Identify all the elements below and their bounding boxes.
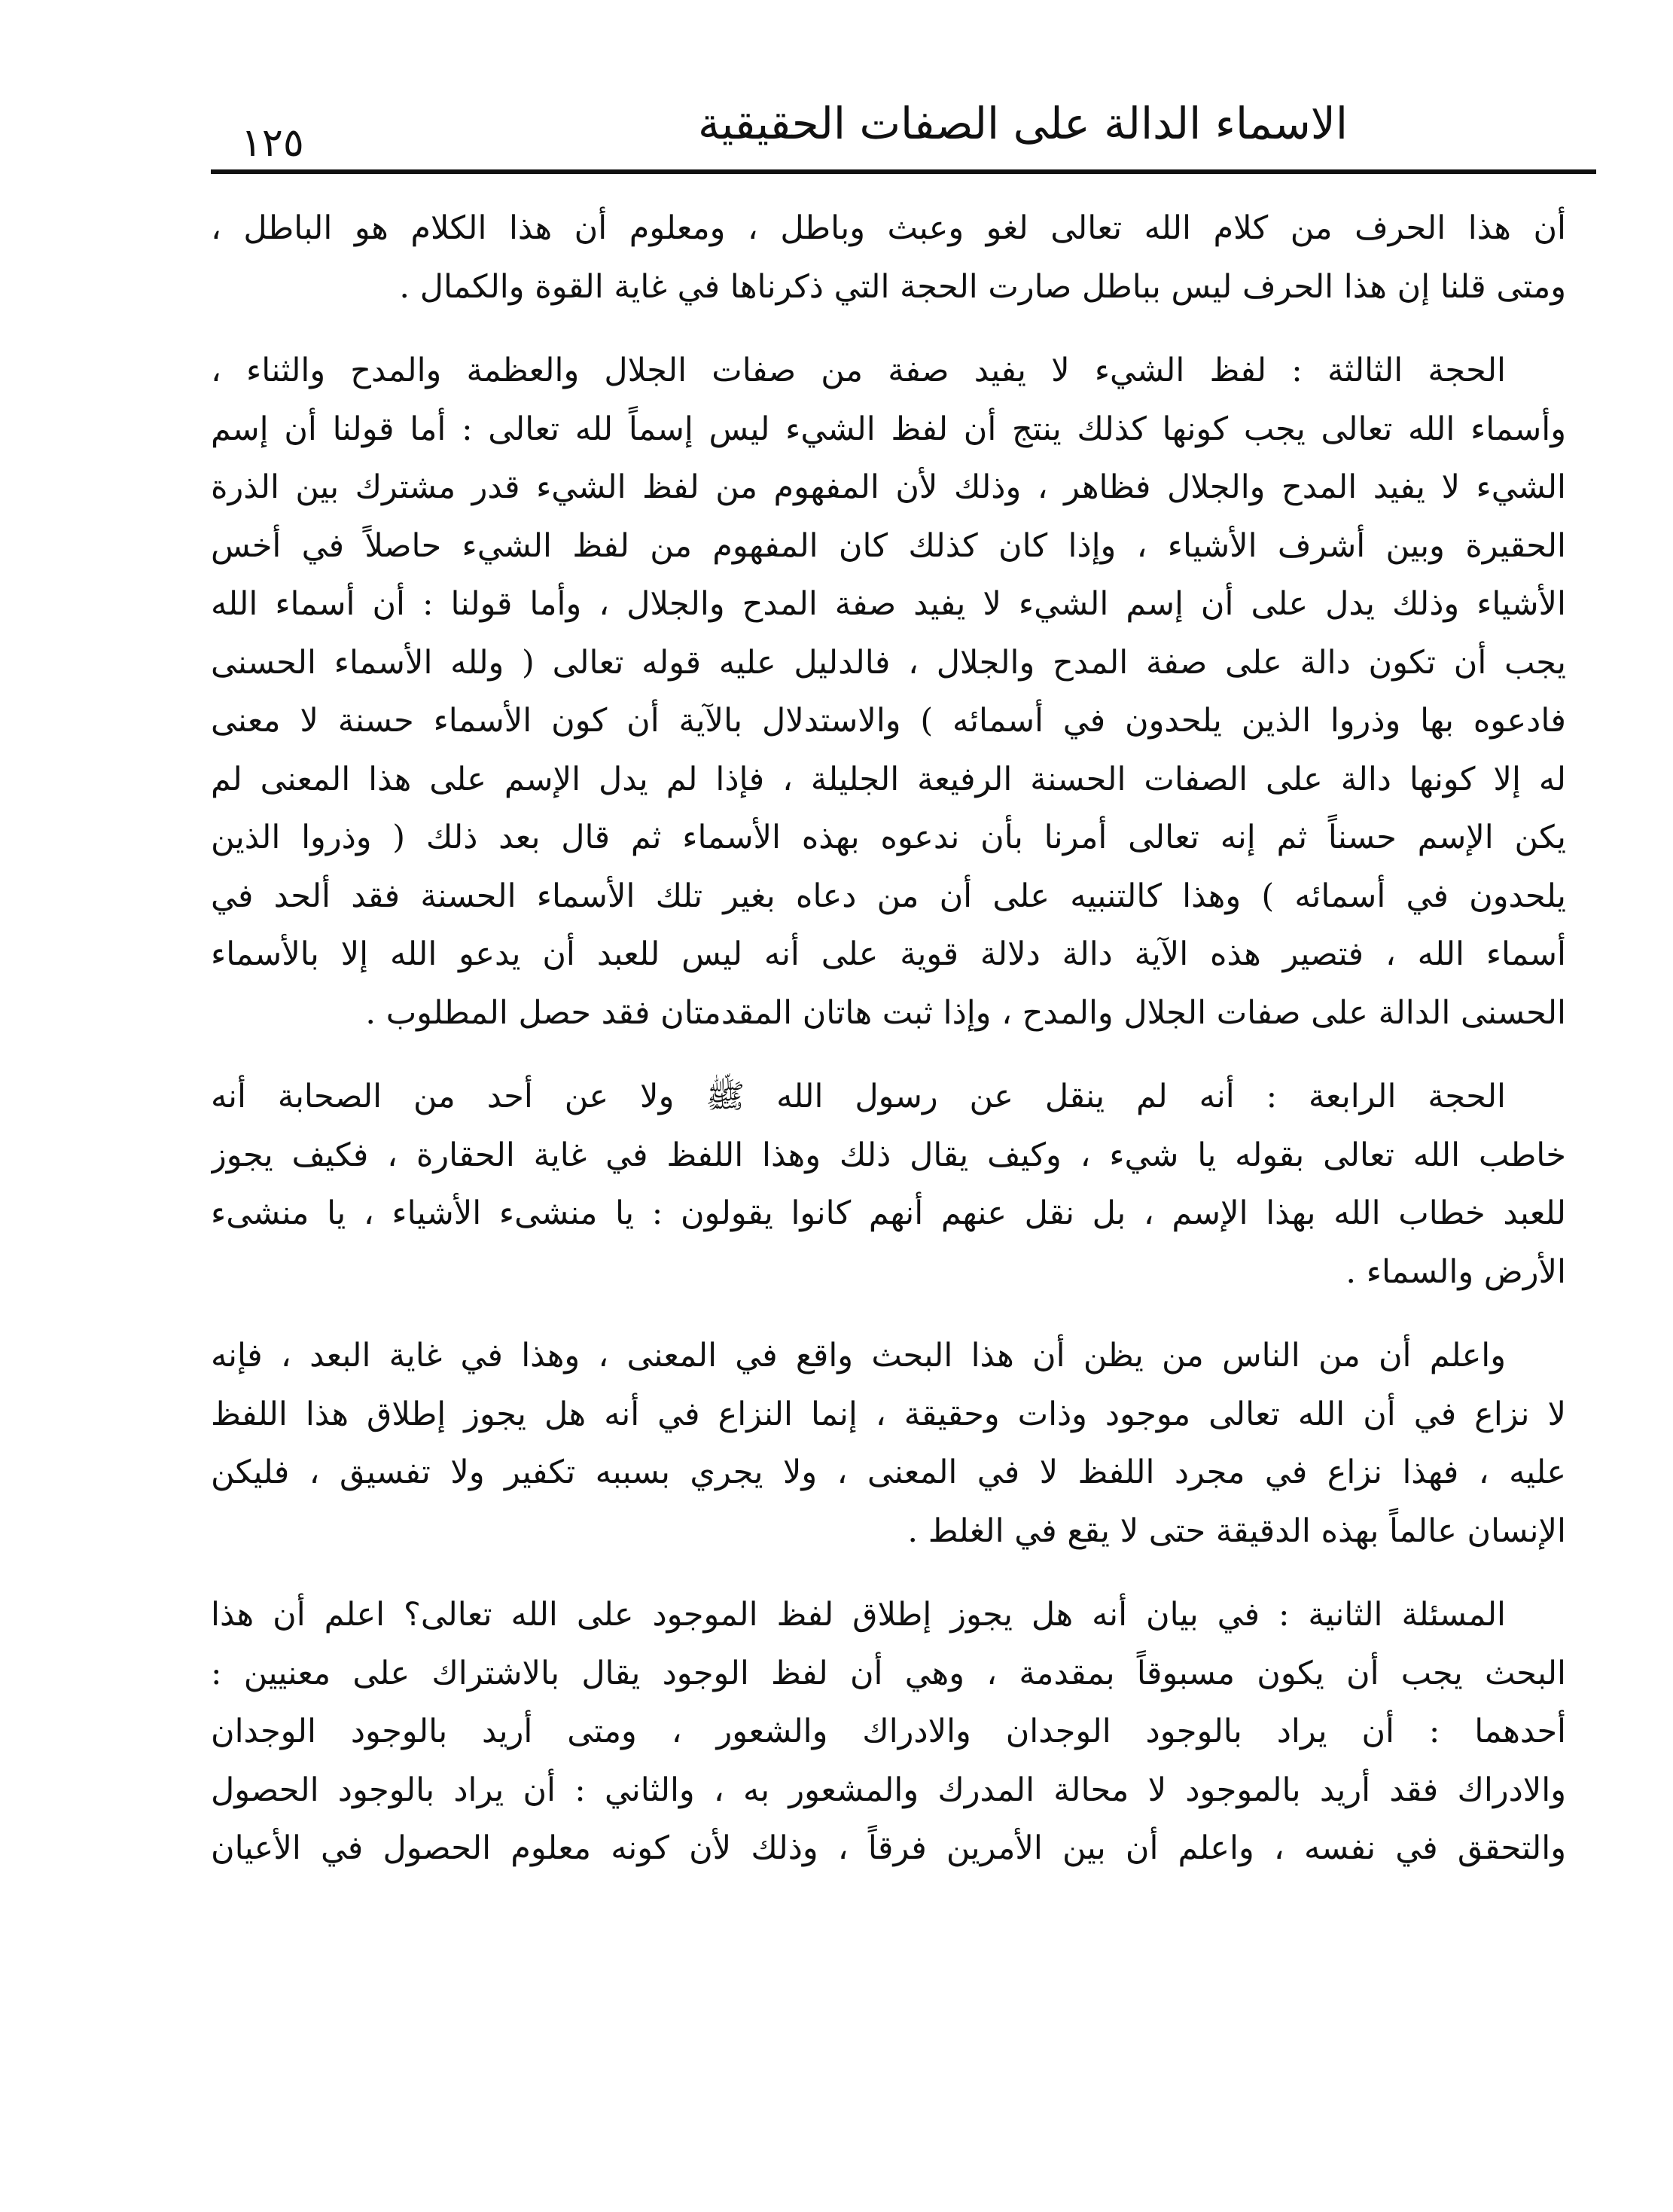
paragraph-2	[211, 342, 1566, 1042]
header-rule	[211, 169, 1596, 174]
text-line: الأشياء وذلك يدل على أن إسم الشيء لا يفيد صفة المدح والجلال ، وأما قولنا : أن أسماء الله	[211, 585, 1566, 623]
text-line: واعلم أن من الناس من يظن أن هذا البحث واقع في المعنى ، وهذا في غاية البعد ، فإنه	[211, 1337, 1506, 1374]
paragraph-1	[211, 200, 1566, 316]
text-line: الأرض والسماء .	[1345, 1252, 1566, 1291]
text-line: الحقيرة وبين أشرف الأشياء ، وإذا كان كذلك كان المفهوم من لفظ الشيء حاصلاً في أخس	[211, 526, 1566, 565]
text-line: أن هذا الحرف من كلام الله تعالى لغو وعبث وباطل ، ومعلوم أن هذا الكلام هو الباطل ،	[211, 209, 1566, 247]
text-line: أسماء الله ، فتصير هذه الآية دالة دلالة قوية على أنه ليس للعبد أن يدعو الله إلا بالأسماء	[211, 935, 1566, 973]
text-line: له إلا كونها دالة على الصفات الحسنة الرفيعة الجليلة ، فإذا لم يدل الإسم على هذا المعنى لم	[211, 760, 1566, 798]
paragraph-4	[211, 1327, 1566, 1561]
text-line: يلحدون في أسمائه ) وهذا كالتنبيه على أن من دعاه بغير تلك الأسماء الحسنة فقد ألحد في	[211, 877, 1566, 915]
text-line: وأسماء الله تعالى يجب كونها كذلك ينتج أن لفظ الشيء ليس إسماً لله تعالى : أما قولنا أن إسم	[211, 410, 1566, 448]
text-line: الحجة الرابعة : أنه لم ينقل عن رسول الله ﷺ ولا عن أحد من الصحابة أنه	[211, 1078, 1506, 1115]
text-line: خاطب الله تعالى بقوله يا شيء ، وكيف يقال ذلك وهذا اللفظ في غاية الحقارة ، فكيف يجوز	[211, 1136, 1566, 1174]
text-line: أحدهما : أن يراد بالوجود الوجدان والادراك والشعور ، ومتى أريد بالوجود الوجدان	[211, 1713, 1566, 1750]
page-number: ١٢٥	[241, 121, 304, 166]
text-line: يكن الإسم حسناً ثم إنه تعالى أمرنا بأن ندعوه بهذه الأسماء ثم قال بعد ذلك ( وذروا الذين	[211, 819, 1566, 856]
text-line: عليه ، فهذا نزاع في مجرد اللفظ لا في المعنى ، ولا يجري بسببه تكفير ولا تفسيق ، فليكن	[211, 1454, 1566, 1491]
paragraph-3	[211, 1068, 1566, 1301]
text-line: المسئلة الثانية : في بيان أنه هل يجوز إطلاق لفظ الموجود على الله تعالى؟ اعلم أن هذا	[211, 1596, 1506, 1634]
text-line: يجب أن تكون دالة على صفة المدح والجلال ، فالدليل عليه قوله تعالى ( ولله الأسماء الحسنى	[211, 643, 1566, 682]
text-line: الحسنى الدالة على صفات الجلال والمدح ، وإذا ثبت هاتان المقدمتان فقد حصل المطلوب .	[365, 993, 1566, 1032]
text-line: فادعوه بها وذروا الذين يلحدون في أسمائه ) والاستدلال بالآية أن كون الأسماء حسنة لا معنى	[211, 702, 1566, 740]
paragraph-5	[211, 1586, 1566, 1878]
text-line: لا نزاع في أن الله تعالى موجود وذات وحقيقة ، إنما النزاع في أنه هل يجوز إطلاق هذا اللفظ	[211, 1395, 1566, 1433]
text-line: والتحقق في نفسه ، واعلم أن بين الأمرين فرقاً ، وذلك لأن كونه معلوم الحصول في الأعيان	[211, 1829, 1566, 1867]
text-line: الشيء لا يفيد المدح والجلال فظاهر ، وذلك لأن المفهوم من لفظ الشيء قدر مشترك بين الذرة	[211, 468, 1566, 506]
text-line: الإنسان عالماً بهذه الدقيقة حتى لا يقع في الغلط .	[907, 1512, 1566, 1550]
text-line: والادراك فقد أريد بالموجود لا محالة المدرك والمشعور به ، والثاني : أن يراد بالوجود الحصول	[211, 1771, 1566, 1809]
running-title: الاسماء الدالة على الصفات الحقيقية	[698, 98, 1348, 149]
running-header	[211, 90, 1596, 173]
text-line: للعبد خطاب الله بهذا الإسم ، بل نقل عنهم أنهم كانوا يقولون : يا منشىء الأشياء ، يا منشىء	[211, 1194, 1566, 1232]
text-line: ومتى قلنا إن هذا الحرف ليس بباطل صارت الحجة التي ذكرناها في غاية القوة والكمال .	[399, 267, 1566, 306]
text-line: الحجة الثالثة : لفظ الشيء لا يفيد صفة من صفات الجلال والعظمة والمدح والثناء ،	[211, 352, 1506, 389]
body-text	[211, 200, 1566, 1904]
text-line: البحث يجب أن يكون مسبوقاً بمقدمة ، وهي أن لفظ الوجود يقال بالاشتراك على معنيين :	[211, 1654, 1566, 1692]
